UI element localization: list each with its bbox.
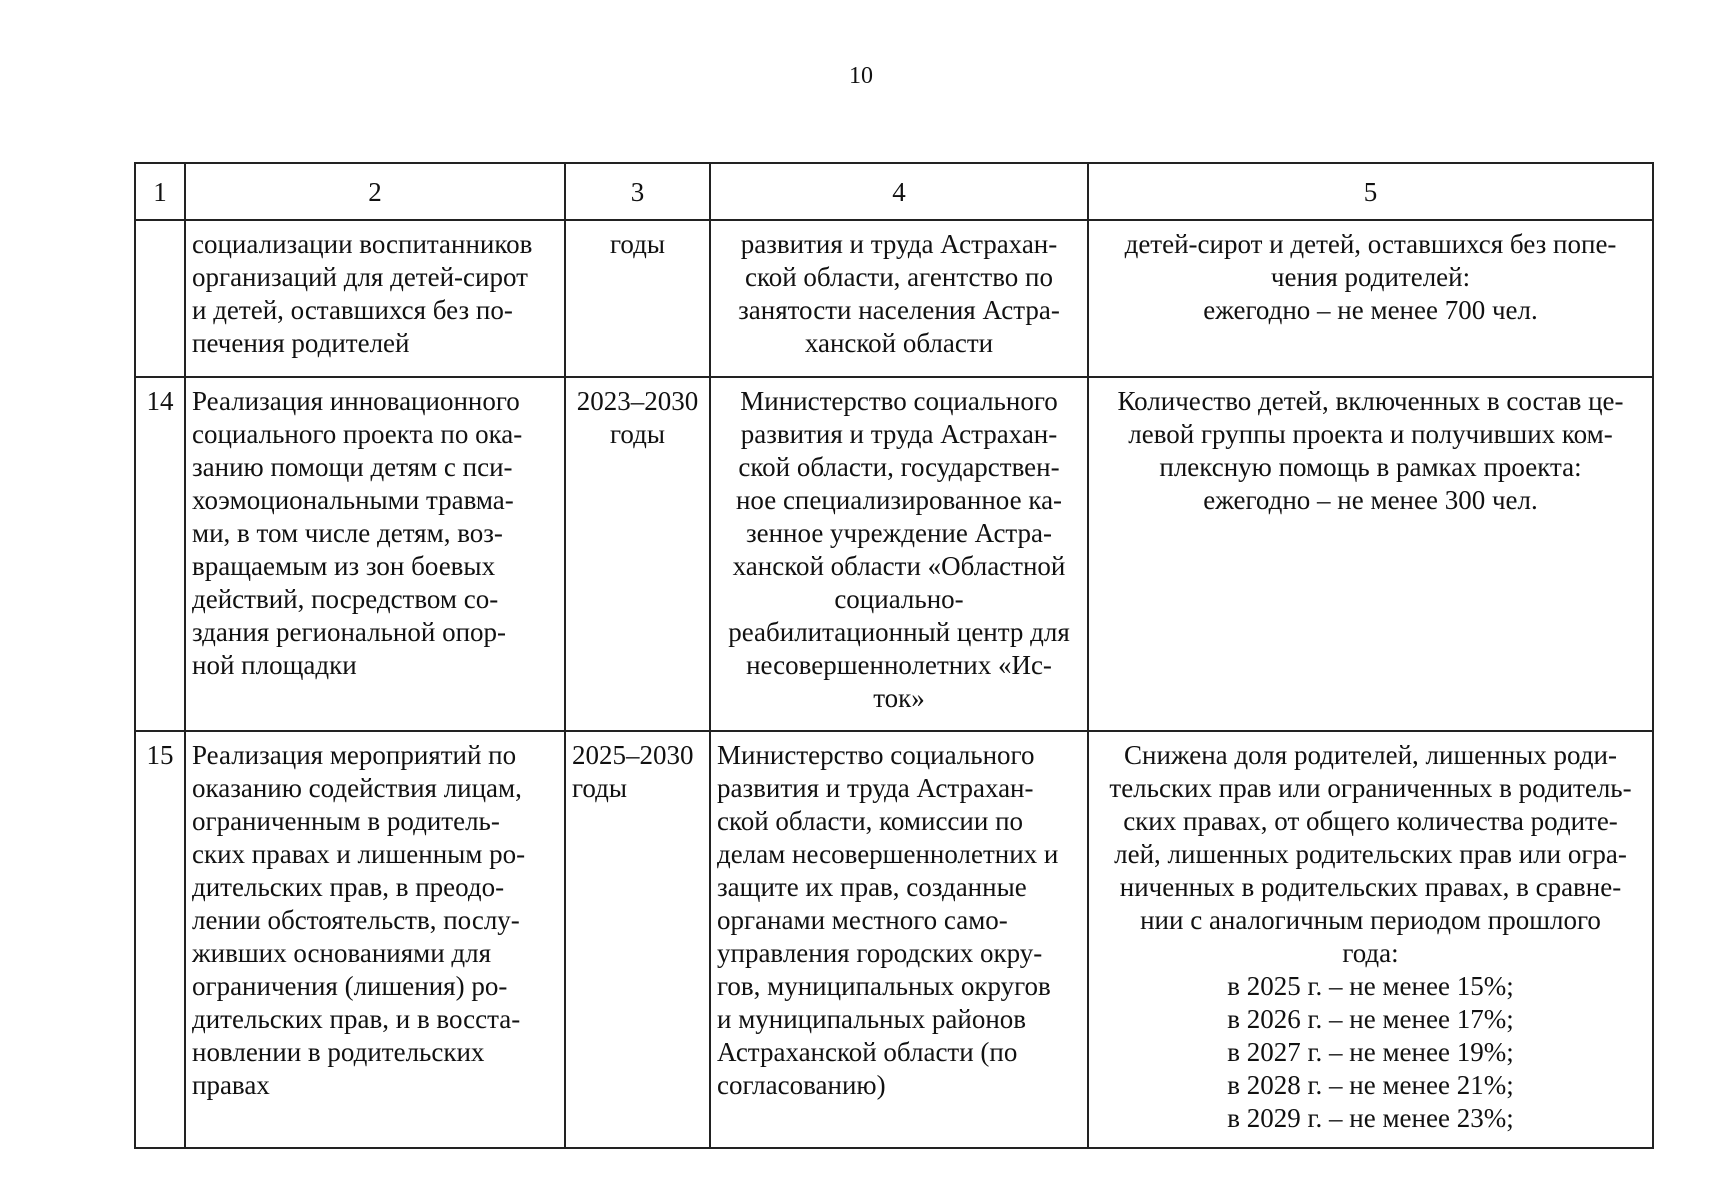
- text-line: ограниченным в родитель-: [192, 806, 500, 836]
- text-line: ной площадки: [192, 650, 357, 680]
- column-header-2: 2: [185, 163, 565, 220]
- text-line: зенное учреждение Астра-: [745, 518, 1053, 548]
- period-cell: [565, 220, 710, 377]
- text-line: лей, лишенных родительских прав или огра-: [1114, 839, 1627, 869]
- column-header-5: 5: [1088, 163, 1653, 220]
- executor-cell: [710, 377, 1088, 731]
- text-line: ежегодно – не менее 700 чел.: [1203, 295, 1538, 325]
- text-line: ежегодно – не менее 300 чел.: [1203, 485, 1538, 515]
- text-line: вращаемым из зон боевых: [192, 551, 496, 581]
- text-line: Реализация инновационного: [192, 386, 520, 416]
- text-line: Министерство социального: [740, 386, 1058, 416]
- text-line: в 2025 г. – не менее 15%;: [1227, 971, 1514, 1001]
- text-line: развития и труда Астрахан-: [740, 229, 1058, 259]
- period-cell: [565, 731, 710, 1148]
- result-cell: [1088, 220, 1653, 377]
- text-line: ской области, агентство по: [745, 262, 1053, 292]
- text-line: несовершеннолетних «Ис-: [746, 650, 1052, 680]
- text-line: правах: [192, 1070, 270, 1100]
- text-line: Снижена доля родителей, лишенных роди-: [1124, 740, 1617, 770]
- page-number: 10: [849, 63, 873, 89]
- text-line: ских правах, от общего количества родите-: [1123, 806, 1618, 836]
- column-number-row: [135, 163, 1653, 220]
- text-line: ских правах и лишенным ро-: [192, 839, 526, 869]
- text-line: Министерство социального: [717, 740, 1035, 770]
- text-line: ханской области: [804, 328, 994, 358]
- period-cell: [565, 377, 710, 731]
- text-line: социально-: [834, 584, 964, 614]
- measure-name-cell: [185, 220, 565, 377]
- text-line: хоэмоциональными травма-: [192, 485, 514, 515]
- column-header-1: 1: [135, 163, 185, 220]
- table-row: [135, 731, 1653, 1148]
- text-line: годы: [609, 229, 665, 259]
- text-line: делам несовершеннолетних и: [717, 839, 1059, 869]
- text-line: действий, посредством со-: [192, 584, 499, 614]
- text-line: и муниципальных районов: [717, 1004, 1027, 1034]
- text-line: ниченных в родительских правах, в сравне-: [1119, 872, 1622, 902]
- text-line: 2025–2030: [572, 740, 694, 770]
- text-line: ханской области «Областной: [732, 551, 1066, 581]
- text-line: организаций для детей-сирот: [192, 262, 528, 292]
- text-line: годы: [609, 419, 665, 449]
- text-line: лении обстоятельств, послу-: [192, 905, 520, 935]
- row-number: [135, 220, 185, 377]
- column-header-3: 3: [565, 163, 710, 220]
- text-line: ской области, комиссии по: [717, 806, 1024, 836]
- text-line: развития и труда Астрахан-: [717, 773, 1034, 803]
- text-line: ток»: [873, 683, 925, 713]
- text-line: ное специализированное ка-: [735, 485, 1063, 515]
- measure-name-cell: [185, 377, 565, 731]
- text-line: нии с аналогичным периодом прошлого: [1140, 905, 1601, 935]
- row-number: 15: [135, 731, 185, 1148]
- text-line: в 2028 г. – не менее 21%;: [1227, 1070, 1514, 1100]
- text-line: Реализация мероприятий по: [192, 740, 517, 770]
- text-line: оказанию содействия лицам,: [192, 773, 522, 803]
- text-line: гов, муниципальных округов: [717, 971, 1051, 1001]
- text-line: социального проекта по ока-: [192, 419, 523, 449]
- text-line: ской области, государствен-: [738, 452, 1060, 482]
- text-line: чения родителей:: [1270, 262, 1471, 292]
- text-line: ми, в том числе детям, воз-: [192, 518, 503, 548]
- text-line: социализации воспитанников: [192, 229, 533, 259]
- measure-name-cell: [185, 731, 565, 1148]
- text-line: защите их прав, созданные: [717, 872, 1027, 902]
- text-line: здания региональной опор-: [192, 617, 507, 647]
- text-line: левой группы проекта и получивших ком-: [1128, 419, 1613, 449]
- table-row: [135, 220, 1653, 377]
- text-line: согласованию): [717, 1070, 886, 1100]
- text-line: детей-сирот и детей, оставшихся без попе-: [1124, 229, 1617, 259]
- result-cell: [1088, 377, 1653, 731]
- text-line: плексную помощь в рамках проекта:: [1159, 452, 1582, 482]
- text-line: живших основаниями для: [192, 938, 492, 968]
- text-line: Астраханской области (по: [717, 1037, 1018, 1067]
- text-line: занятости населения Астра-: [738, 295, 1060, 325]
- measures-table: [134, 162, 1654, 1149]
- text-line: годы: [572, 773, 628, 803]
- text-line: новлении в родительских: [192, 1037, 485, 1067]
- text-line: в 2026 г. – не менее 17%;: [1227, 1004, 1514, 1034]
- text-line: управления городских окру-: [717, 938, 1043, 968]
- text-line: и детей, оставшихся без по-: [192, 295, 513, 325]
- text-line: органами местного само-: [717, 905, 1008, 935]
- result-cell: [1088, 731, 1653, 1148]
- text-line: в 2029 г. – не менее 23%;: [1227, 1103, 1514, 1133]
- text-line: тельских прав или ограниченных в родитель-: [1109, 773, 1632, 803]
- text-line: ограничения (лишения) ро-: [192, 971, 508, 1001]
- text-line: дительских прав, и в восста-: [192, 1004, 521, 1034]
- text-line: реабилитационный центр для: [728, 617, 1070, 647]
- text-line: печения родителей: [192, 328, 410, 358]
- executor-cell: [710, 220, 1088, 377]
- text-line: года:: [1342, 938, 1399, 968]
- text-line: 2023–2030: [576, 386, 699, 416]
- row-number: 14: [135, 377, 185, 731]
- text-line: дительских прав, в преодо-: [192, 872, 505, 902]
- text-line: Количество детей, включенных в состав це-: [1117, 386, 1624, 416]
- column-header-4: 4: [710, 163, 1088, 220]
- text-line: в 2027 г. – не менее 19%;: [1227, 1037, 1514, 1067]
- text-line: занию помощи детям с пси-: [192, 452, 513, 482]
- table-row: [135, 377, 1653, 731]
- text-line: развития и труда Астрахан-: [740, 419, 1058, 449]
- executor-cell: [710, 731, 1088, 1148]
